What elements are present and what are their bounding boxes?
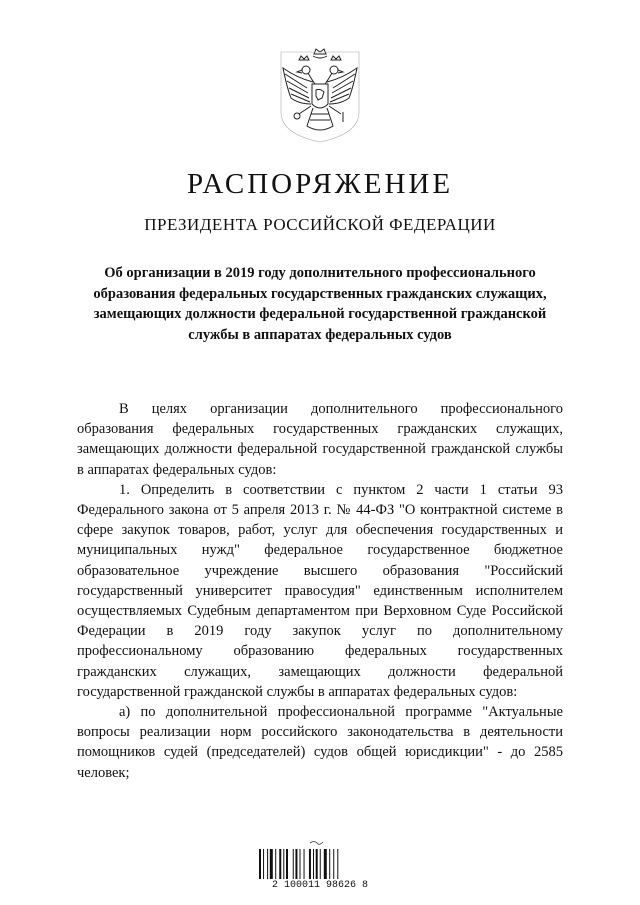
barcode-number: 2 100011 98626 8 xyxy=(271,880,368,891)
body-paragraph-preamble: В целях организации дополнительного профессионального образования федеральных государственных гражданских служащих, замещающих должности федеральной государственной гражданской службы в аппаратах федеральных судов: xyxy=(77,401,563,478)
body-paragraph-subitem-a: а) по дополнительной профессиональной программе "Актуальные вопросы реализации норм российского законодательства в деятельности помощников судей (председателей) судов общей юрисдикции" - до 2585 человек; xyxy=(77,704,563,781)
document-type-heading: РАСПОРЯЖЕНИЕ xyxy=(186,168,454,200)
document-subject-title: Об организации в 2019 году дополнительного профессионального образования федеральных государственных гражданских служащих, замещающих должности федеральной государственной гражданской службы в аппаратах федеральных судов xyxy=(93,265,547,343)
document-body xyxy=(77,399,563,783)
barcode-icon xyxy=(253,836,387,886)
coat-of-arms-icon xyxy=(277,48,363,144)
body-paragraph-item-1: 1. Определить в соответствии с пунктом 2 части 1 статьи 93 Федерального закона от 5 апреля 2013 г. № 44-ФЗ "О контрактной системе в сфере закупок товаров, работ, услуг для обеспечения государственных и муниципальных нужд" федеральное государственное бюджетное образовательное учреждение высшего образования "Российский государственный университет правосудия" единственным исполнителем осуществляемых Судебным департаментом при Верховном Суде Российской Федерации в 2019 году закупок услуг по дополнительному профессиональному образованию федеральных государственных гражданских служащих, замещающих должности федеральной государственной гражданской службы в аппаратах федеральных судов: xyxy=(77,481,563,700)
issuer-heading: ПРЕЗИДЕНТА РОССИЙСКОЙ ФЕДЕРАЦИИ xyxy=(144,215,496,234)
